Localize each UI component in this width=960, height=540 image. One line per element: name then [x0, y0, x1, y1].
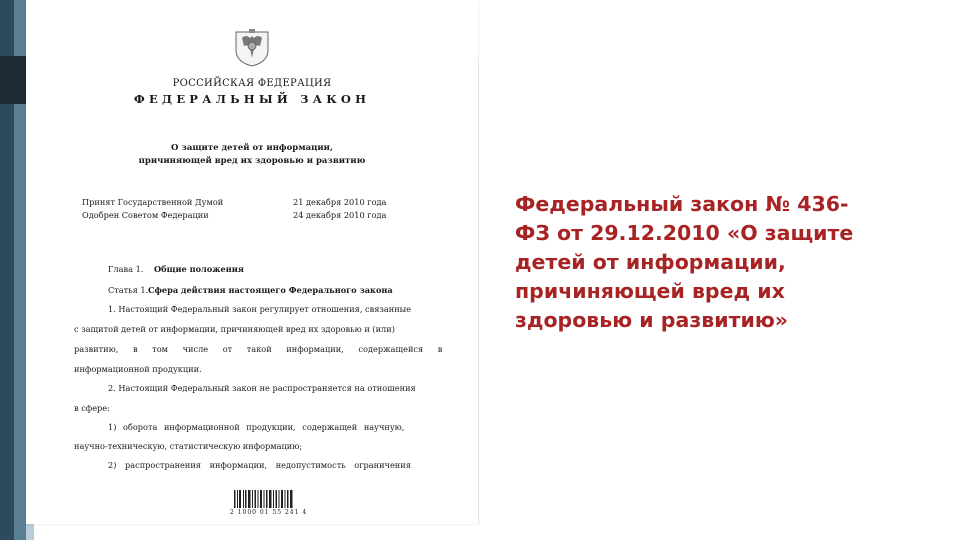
decorative-accent-block — [0, 56, 26, 104]
slide-title-line: здоровью и развитию» — [515, 308, 788, 332]
barcode-icon — [234, 490, 294, 508]
country-name: РОССИЙСКАЯ ФЕДЕРАЦИЯ — [172, 78, 332, 89]
slide-title-line: детей от информации, — [515, 250, 786, 274]
slide-title-line: ФЗ от 29.12.2010 «О защите — [515, 221, 854, 245]
adopted-date: 21 декабря 2010 года — [293, 197, 387, 207]
article-title: Сфера действия настоящего Федерального закона — [148, 285, 393, 295]
law-title-line-2: причиняющей вред их здоровью и развитию — [138, 156, 366, 166]
chapter-title: Общие положения — [154, 264, 244, 274]
article-number: Статья 1. — [108, 285, 149, 295]
body-line: развитию, в том числе от такой информации, содержащейся в — [74, 344, 443, 354]
document-type: ФЕДЕРАЛЬНЫЙ ЗАКОН — [133, 92, 371, 106]
law-title-line-1: О защите детей от информации, — [171, 143, 333, 153]
body-line: научно-техническую, статистическую информацию; — [74, 441, 303, 451]
document-number: 2 1000 01 55 241 4 — [230, 509, 308, 516]
approved-date: 24 декабря 2010 года — [293, 210, 387, 220]
slide-title-line: Федеральный закон № 436- — [515, 192, 849, 216]
chapter-number: Глава 1. — [108, 264, 144, 274]
body-line: 1) оборота информационной продукции, содержащей научную, — [108, 422, 405, 432]
slide-title — [515, 190, 935, 335]
coat-of-arms-icon — [230, 24, 274, 68]
scan-edge-divider — [478, 60, 479, 524]
body-line: 2. Настоящий Федеральный закон не распространяется на отношения — [108, 383, 416, 393]
body-line: 2) распространения информации, недопустимость ограничения — [108, 460, 411, 470]
body-line: 1. Настоящий Федеральный закон регулирует отношения, связанные — [108, 304, 412, 314]
body-line: в сфере: — [74, 403, 110, 413]
slide-title-line: причиняющей вред их — [515, 279, 785, 303]
body-line: с защитой детей от информации, причиняющей вред их здоровью и (или) — [74, 324, 395, 334]
adopted-label: Принят Государственной Думой — [82, 197, 224, 207]
approved-label: Одобрен Советом Федерации — [82, 210, 209, 220]
body-line: информационной продукции. — [74, 364, 202, 374]
scanned-law-document — [26, 0, 478, 524]
